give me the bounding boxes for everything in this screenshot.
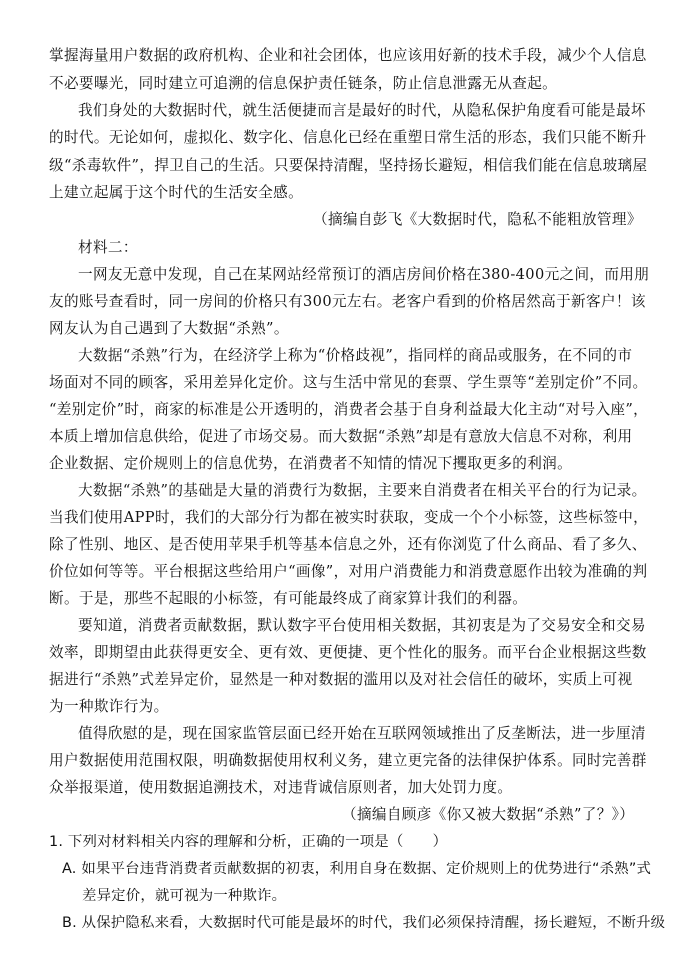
text-line: 据进行“杀熟”式差异定价，显然是一种对数据的滥用以及对社会信任的破坏，实质上可视 xyxy=(49,671,633,688)
option-b: B. 从保护隐私来看，大数据时代可能是最坏的时代，我们必须保持清醒，扬长避短，不断升级 xyxy=(62,915,666,931)
text-line: 当我们使用APP时，我们的大部分行为都在被实时获取，变成一个个小标签，这些标签中， xyxy=(49,509,649,526)
text-line: 要知道，消费者贡献数据，默认数字平台使用相关数据，其初衷是为了交易安全和交易 xyxy=(78,617,646,634)
text-line: 我们身处的大数据时代，就生活便捷而言是最好的时代，从隐私保护角度看可能是最坏 xyxy=(78,102,646,119)
option-a: A. 如果平台违背消费者贡献数据的初衷，利用自身在数据、定价规则上的优势进行“杀熟”式 xyxy=(62,861,652,877)
text-line: 断。于是，那些不起眼的小标签，有可能最终成了商家算计我们的利器。 xyxy=(49,590,528,607)
option-a-continued: 差异定价，就可视为一种欺诈。 xyxy=(82,888,287,904)
question-stem: 1. 下列对材料相关内容的理解和分析，正确的一项是（ ） xyxy=(49,834,448,850)
text-line: 企业数据、定价规则上的信息优势，在消费者不知情的情况下攫取更多的利润。 xyxy=(49,455,573,472)
text-line: 除了性别、地区、是否使用苹果手机等基本信息之外，还有你浏览了什么商品、看了多久、 xyxy=(49,536,647,553)
source-citation: （摘编自顾彦《你又被大数据“杀熟”了？》） xyxy=(342,806,635,823)
text-line: 为一种欺诈行为。 xyxy=(49,698,169,715)
text-line: 友的账号查看时，同一房间的价格只有300元左右。老客户看到的价格居然高于新客户！该 xyxy=(49,293,646,310)
text-line: 价位如何等等。平台根据这些给用户“画像”，对用户消费能力和消费意愿作出较为准确的判 xyxy=(49,563,648,580)
text-line: 掌握海量用户数据的政府机构、企业和社会团体，也应该用好新的技术手段，减少个人信息 xyxy=(49,47,647,64)
source-citation: （摘编自彭飞《大数据时代，隐私不能粗放管理》 xyxy=(313,211,642,228)
text-line: 大数据“杀熟”的基础是大量的消费行为数据，主要来自消费者在相关平台的行为记录。 xyxy=(78,482,647,499)
text-line: 值得欣慰的是，现在国家监管层面已经开始在互联网领域推出了反垄断法，进一步厘清 xyxy=(78,725,646,742)
text-line: 效率，即期望由此获得更安全、更有效、更便捷、更个性化的服务。而平台企业根据这些数 xyxy=(49,644,647,661)
text-line: 众举报渠道，使用数据追溯技术，对违背诚信原则者，加大处罚力度。 xyxy=(49,779,513,796)
text-line: 上建立起属于这个时代的生活安全感。 xyxy=(49,184,304,201)
section-heading: 材料二： xyxy=(78,239,138,256)
text-line: 一网友无意中发现，自己在某网站经常预订的酒店房间价格在380-400元之间，而用朋 xyxy=(78,266,650,283)
text-line: 的时代。无论如何，虚拟化、数字化、信息化已经在重塑日常生活的形态，我们只能不断升 xyxy=(49,129,647,146)
text-line: 网友认为自己遇到了大数据“杀熟”。 xyxy=(49,320,289,337)
text-line: 本质上增加信息供给，促进了市场交易。而大数据“杀熟”却是有意放大信息不对称，利用 xyxy=(49,428,633,445)
text-line: 级“杀毒软件”，捍卫自己的生活。只要保持清醒，坚持扬长避短，相信我们能在信息玻璃屋 xyxy=(49,157,648,174)
text-line: 用户数据使用范围权限，明确数据使用权利义务，建立更完备的法律保护体系。同时完善群 xyxy=(49,752,647,769)
text-line: “差别定价”时，商家的标准是公开透明的，消费者会基于自身利益最大化主动“对号入座”， xyxy=(49,401,649,418)
text-line: 不必要曝光，同时建立可追溯的信息保护责任链条，防止信息泄露无从查起。 xyxy=(49,75,558,92)
text-line: 场面对不同的顾客，采用差异化定价。这与生活中常见的套票、学生票等“差别定价”不同。 xyxy=(49,374,648,391)
text-line: 大数据“杀熟”行为，在经济学上称为“价格歧视”，指同样的商品或服务，在不同的市 xyxy=(78,347,633,364)
